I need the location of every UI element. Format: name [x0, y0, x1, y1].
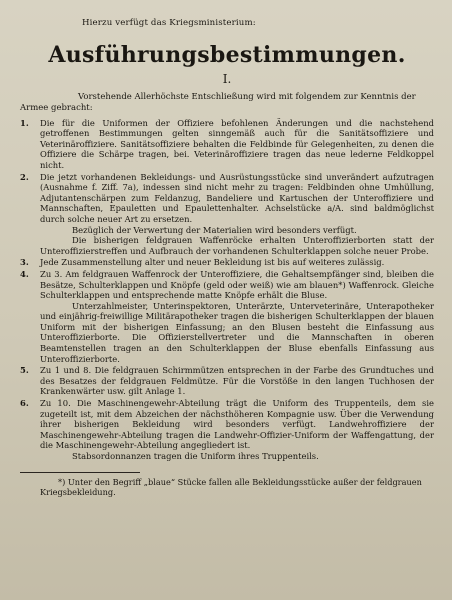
list-item: [20, 257, 434, 268]
list-item: [20, 118, 434, 171]
item-text: Die jetzt vorhandenen Bekleidungs- und Ausrüstungsstücke sind unverändert aufzutragen (Ausnahme f. Ziff. 7a), indessen sind nicht mehr zu tragen: Feldbinden ohne Umhüllung, Adjutantenschärpen zum Feldanzug, Bandeliere und Kartuschen der Unteroffiziere und Mannschaften, Epauletten und Epaulettenhalter. Achselstücke a/A. sind baldmöglichst durch solche neuer Art zu ersetzen.: [40, 171, 434, 224]
intro-line: Hierzu verfügt das Kriegsministerium:: [82, 18, 256, 28]
item-number: 4.: [20, 268, 29, 279]
item-text: Jede Zusammenstellung alter und neuer Bekleidung ist bis auf weiteres zulässig.: [40, 257, 385, 268]
footnote-divider: [20, 472, 140, 473]
item-subparagraph: Bezüglich der Verwertung der Materialien wird besonders verfügt.: [72, 224, 357, 235]
item-text: Zu 10. Die Maschinengewehr-Abteilung trägt die Uniform des Truppenteils, dem sie zugeteilt ist, mit dem Abzeichen der nächsthöheren Kompagnie usw. Über die Verwendung ihrer bisherigen Bekleidung wird besonders verfügt. Landwehroffiziere der Maschinengewehr-Abteilung tragen die Landwehr-Offizier-Uniform der Waffengattung, der die Maschinengewehr-Abteilung angegliedert ist.: [40, 398, 434, 451]
footnote: *) Unter den Begriff „blaue“ Stücke fallen alle Bekleidungsstücke außer der feldgrauen Kriegsbekleidung.: [40, 476, 422, 498]
item-number: 6.: [20, 398, 29, 409]
list-item: [20, 398, 434, 462]
lead-paragraph: Vorstehende Allerhöchste Entschließung wird mit folgendem zur Kenntnis der Armee gebracht:: [20, 92, 416, 113]
item-text: Zu 1 und 8. Die feldgrauen Schirmmützen entsprechen in der Farbe des Grundtuches und des Besatzes der feldgrauen Feldmütze. Für die Vorstöße in den langen Tuchhosen der Krankenwärter usw. gilt Anlage 1.: [40, 365, 434, 397]
item-number: 2.: [20, 171, 29, 182]
list-item: [20, 269, 434, 364]
item-number: 5.: [20, 365, 29, 376]
list-item: [20, 365, 434, 397]
item-text: Zu 3. Am feldgrauen Waffenrock der Unteroffiziere, die Gehaltsempfänger sind, bleiben die Besätze, Schulterklappen und Knöpfe (geld oder weiß) wie am blauen*) Waffenrock. Gleiche Schulterklappen und entsprechende matte Knöpfe erhält die Bluse.: [40, 268, 434, 301]
page-title: Ausführungsbestimmungen.: [48, 42, 406, 68]
item-number: 1.: [20, 117, 29, 128]
item-subparagraph: Die bisherigen feldgrauen Waffenröcke erhalten Unteroffizierborten statt der Unteroffizierstreffen und Aufbrauch der vorhandenen Schulterklappen solche neuer Probe.: [40, 235, 434, 256]
item-subparagraph: Stabsordonnanzen tragen die Uniform ihres Truppenteils.: [72, 451, 319, 461]
list-item: [20, 172, 434, 257]
provisions-list: [20, 118, 434, 462]
item-text: Die für die Uniformen der Offiziere befohlenen Änderungen und die nachstehend getroffenen Bestimmungen gelten sinngemäß auch für die Sanitätsoffiziere und Veterinäroffiziere. Sanitätsoffiziere behalten die Feldbinde für Gelegenheiten, zu denen die Offiziere die Schärpe tragen, bei. Veterinäroffiziere tragen das neue lederne Feldkoppel nicht.: [40, 117, 434, 170]
section-numeral: I.: [222, 72, 232, 86]
item-number: 3.: [20, 257, 29, 268]
item-subparagraph: Unterzahlmeister, Unterinspektoren, Unterärzte, Unterveterinäre, Unterapotheker und einjährig-freiwillige Militärapotheker tragen die bisherigen Schulterklappen der blauen Uniform mit der bisherigen Einfassung; an den Blusen besteht die Einfassung aus Unteroffizierborte. Die Offizierstellvertreter und die Mannschaften in oberen Beamtenstellen tragen an den Schulterklappen der Bluse ebenfalls Einfassung aus Unteroffizierborte.: [40, 300, 434, 364]
